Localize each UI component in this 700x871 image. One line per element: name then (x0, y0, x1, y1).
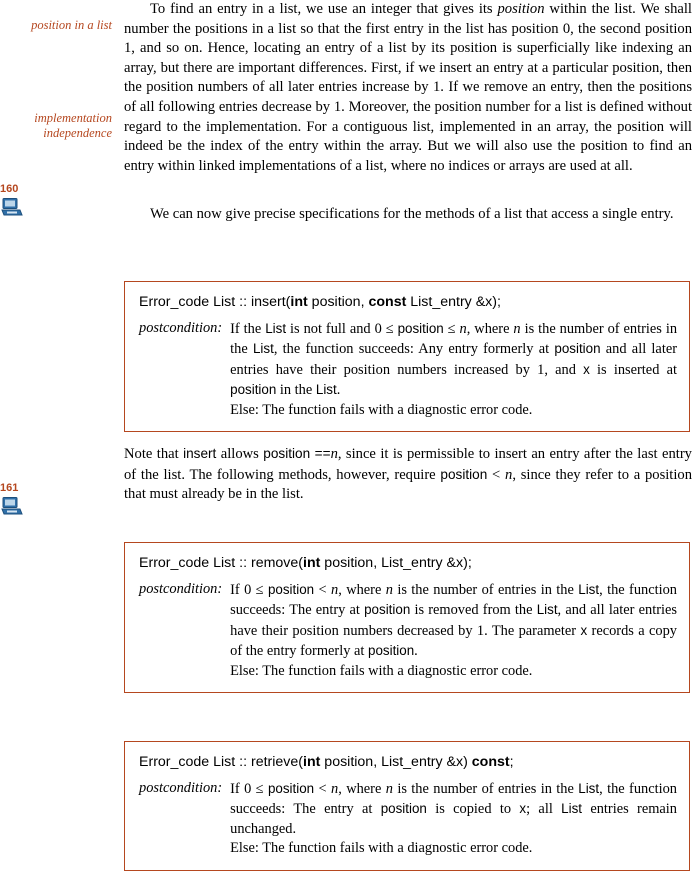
spec-body-remove: If 0 ≤ position < n, where n is the number of entries in the List, the function succeeds: The entry at position is removed from the List, and all later entries have their position numbers decreased by 1. The parameter x records a copy of the entry formerly at position. Else: The function fails with a diagnostic error code. (230, 580, 677, 681)
computer-icon (1, 197, 23, 217)
paragraph-insert-note (124, 444, 692, 505)
page-marker-number: 160 (0, 183, 19, 195)
signature-mid1: position, List_entry &x) (320, 754, 472, 770)
paragraph-position-explanation (124, 0, 692, 176)
spec-postcondition-row (139, 779, 677, 859)
signature-keyword-int: int (303, 754, 321, 770)
spec-box-remove (124, 542, 690, 693)
spec-label-postcondition: postcondition: (139, 581, 223, 597)
para3-n-1: n (330, 446, 338, 462)
signature-pre: Error_code List :: insert( (139, 294, 291, 310)
signature-keyword-int: int (303, 555, 321, 571)
para3-part-b: allows (216, 446, 264, 462)
signature-keyword-int: int (290, 294, 308, 310)
signature-mid1: position, List_entry &x); (320, 555, 472, 571)
signature-mid1: position, (307, 294, 369, 310)
spec-label-postcondition: postcondition: (139, 780, 223, 796)
spec-body-insert: If the List is not full and 0 ≤ position ≤ n, where n is the number of entries in the List, the function succeeds: Any entry formerly at position and all later entries have their position numbers increased by 1, and x is inserted at position in the List. Else: The function fails with a diagnostic error code. (230, 319, 677, 420)
signature-keyword-const: const (471, 754, 510, 770)
page-marker-number: 161 (0, 482, 19, 494)
spec-body-retrieve: If 0 ≤ position < n, where n is the number of entries in the List, the function succeeds: The entry at position is copied to x; all List entries remain unchanged. Else: The function fails with a diagnostic error code. (230, 779, 677, 859)
spec-label-postcondition: postcondition: (139, 320, 223, 336)
paragraph-precise-specifications (124, 205, 692, 225)
para3-code-position-eq: position == (263, 446, 331, 461)
para3-part-c: , since it is permissible to insert an entry after the last entry of the list. The following methods, however, require (124, 446, 692, 483)
signature-mid2: List_entry &x); (406, 294, 501, 310)
para3-part-a: Note that (124, 446, 184, 462)
spec-box-retrieve (124, 741, 690, 871)
para3-lt: < (487, 466, 506, 483)
signature-pre: Error_code List :: remove( (139, 555, 304, 571)
margin-note-line-2: independence (43, 126, 112, 140)
spec-signature-remove (139, 554, 677, 573)
spec-postcondition-row (139, 319, 677, 420)
page-marker-160 (0, 183, 40, 195)
spec-signature-insert (139, 293, 677, 312)
para1-part2: within the list. We shall number the positions in a list so that the first entry in the list has position 0, the second position 1, and so on. Hence, locating an entry of a list by its position is superficially like indexing an array, but there are important differences. First, if we insert an entry at a particular position, then the position numbers of all later entries increase by 1. If we remove an entry, then the positions of all following entries decrease by 1. Moreover, the position number for a list is defined without regard to the implementation. For a contiguous list, implemented in an array, the position will indeed be the index of the entry within the array. But we will also use the position to find an entry within linked implementations of a list, where no indices or arrays are used at all. (124, 1, 692, 174)
para3-code-insert: insert (183, 446, 217, 461)
para3-n-2: n (505, 466, 513, 483)
margin-note-implementation-independence (0, 111, 112, 141)
para2-text: We can now give precise specifications for the methods of a list that access a single entry. (150, 206, 674, 222)
computer-icon (1, 496, 23, 516)
para3-code-position: position (440, 466, 488, 482)
spec-else-remove: Else: The function fails with a diagnostic error code. (230, 662, 533, 679)
spec-postcondition-row (139, 580, 677, 681)
spec-signature-retrieve (139, 753, 677, 772)
signature-pre: Error_code List :: retrieve( (139, 754, 304, 770)
signature-keyword-const: const (368, 294, 407, 310)
margin-note-position-in-a-list (0, 18, 112, 33)
spec-else-insert: Else: The function fails with a diagnostic error code. (230, 401, 533, 418)
signature-mid2: ; (509, 754, 514, 770)
para1-part1: To find an entry in a list, we use an integer that gives its (150, 1, 498, 17)
para3-part-d: , since they refer to a position that must already be in the list. (124, 466, 693, 503)
para1-emphasis: position (497, 1, 545, 17)
margin-note-text: position in a list (31, 18, 112, 32)
spec-else-retrieve: Else: The function fails with a diagnostic error code. (230, 840, 533, 857)
margin-note-line-1: implementation (34, 111, 112, 125)
page-marker-161 (0, 482, 40, 494)
spec-box-insert (124, 281, 690, 432)
